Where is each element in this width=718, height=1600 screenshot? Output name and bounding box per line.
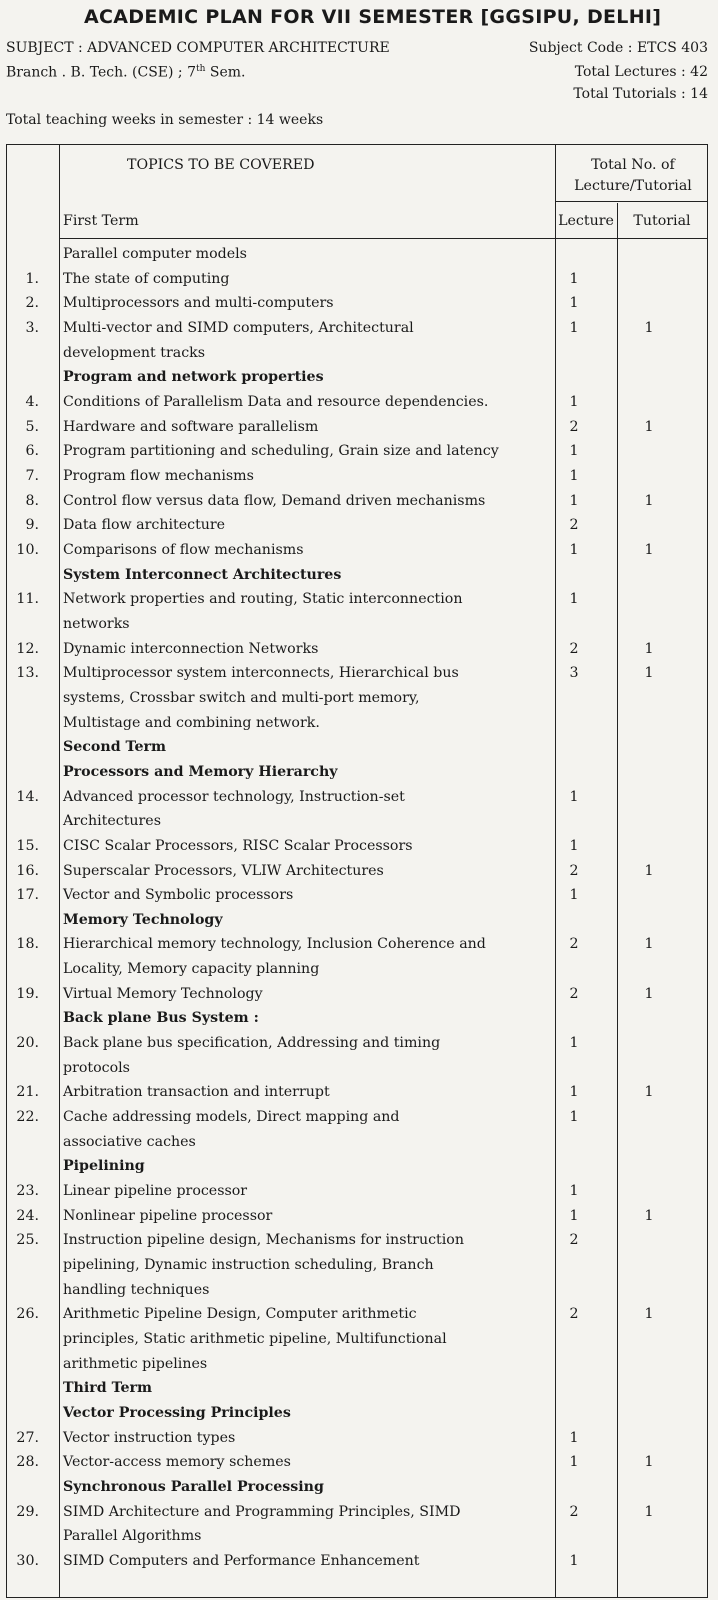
section-label: Parallel computer models xyxy=(63,246,247,262)
total-tutorials: Total Tutorials : 14 xyxy=(573,86,708,102)
topic-text: Vector-access memory schemes xyxy=(63,1454,291,1471)
row-number: 17. xyxy=(16,887,39,904)
col-divider-topic xyxy=(555,145,556,1597)
totals-header-line2: Lecture/Tutorial xyxy=(574,178,692,194)
tutorial-header: Tutorial xyxy=(633,213,691,229)
topic-text: Architectures xyxy=(63,813,161,830)
lecture-count: 1 xyxy=(569,1035,579,1052)
row-number: 25. xyxy=(16,1232,39,1249)
topic-text: arithmetic pipelines xyxy=(63,1355,208,1372)
row-number: 15. xyxy=(16,837,39,854)
row-number: 9. xyxy=(25,517,39,534)
topic-text: Virtual Memory Technology xyxy=(63,985,263,1002)
topic-text: Multi-vector and SIMD computers, Architectural xyxy=(63,319,414,336)
row-number: 10. xyxy=(16,541,39,558)
row-number: 2. xyxy=(25,295,39,312)
row-number: 23. xyxy=(16,1183,39,1200)
row-number: 20. xyxy=(16,1035,39,1052)
section-label: Synchronous Parallel Processing xyxy=(63,1479,324,1495)
tutorial-count: 1 xyxy=(644,319,654,336)
topic-text: Control flow versus data flow, Demand driven mechanisms xyxy=(63,492,486,509)
teaching-weeks: Total teaching weeks in semester : 14 weeks xyxy=(6,112,324,128)
row-number: 22. xyxy=(16,1109,39,1126)
lecture-count: 1 xyxy=(569,393,579,410)
row-number: 1. xyxy=(25,270,39,287)
topic-text: Multiprocessor system interconnects, Hierarchical bus xyxy=(63,665,459,682)
tutorial-count: 1 xyxy=(644,1454,654,1471)
tutorial-count: 1 xyxy=(644,418,654,435)
section-label: Pipelining xyxy=(63,1158,145,1175)
topic-text: Instruction pipeline design, Mechanisms for instruction xyxy=(63,1232,464,1249)
topic-text: Data flow architecture xyxy=(63,517,226,534)
branch-tail: Sem. xyxy=(205,64,246,81)
topic-text: Superscalar Processors, VLIW Architectures xyxy=(63,862,384,879)
topic-text: Vector and Symbolic processors xyxy=(63,887,294,904)
topic-text: Dynamic interconnection Networks xyxy=(63,640,319,657)
branch-line xyxy=(6,64,246,81)
col-divider-lecture xyxy=(617,203,618,1597)
tutorial-count: 1 xyxy=(644,640,654,657)
lecture-count: 1 xyxy=(569,1183,579,1200)
tutorial-count: 1 xyxy=(644,1503,654,1520)
row-number: 3. xyxy=(25,319,39,336)
lecture-count: 1 xyxy=(569,887,579,904)
topic-text: associative caches xyxy=(63,1133,196,1150)
row-number: 26. xyxy=(16,1306,39,1323)
lecture-count: 2 xyxy=(569,1232,579,1249)
topic-text: Parallel Algorithms xyxy=(63,1528,202,1545)
topic-text: Back plane bus specification, Addressing and timing xyxy=(63,1035,441,1052)
section-label: Third Term xyxy=(63,1380,153,1397)
lecture-count: 1 xyxy=(569,467,579,484)
lecture-count: 1 xyxy=(569,837,579,854)
row-number: 5. xyxy=(25,418,39,435)
lecture-count: 1 xyxy=(569,1207,579,1224)
topic-text: Locality, Memory capacity planning xyxy=(63,961,320,978)
topic-text: protocols xyxy=(63,1059,130,1076)
row-number: 27. xyxy=(16,1429,39,1446)
topic-text: Arithmetic Pipeline Design, Computer arithmetic xyxy=(63,1306,417,1323)
lecture-count: 1 xyxy=(569,1552,579,1569)
topic-text: Network properties and routing, Static interconnection xyxy=(63,591,463,608)
lecture-count: 3 xyxy=(569,665,579,682)
total-lectures: Total Lectures : 42 xyxy=(574,64,708,80)
lecture-count: 1 xyxy=(569,492,579,509)
section-label: Memory Technology xyxy=(63,911,223,928)
section-label: Back plane Bus System : xyxy=(63,1010,259,1027)
first-term-header: First Term xyxy=(63,213,139,229)
tutorial-count: 1 xyxy=(644,492,654,509)
lecture-count: 2 xyxy=(569,985,579,1002)
row-number: 6. xyxy=(25,443,39,460)
totals-header-line1: Total No. of xyxy=(591,157,675,173)
tutorial-count: 1 xyxy=(644,862,654,879)
header-rule-totals xyxy=(555,201,707,202)
lecture-count: 2 xyxy=(569,1306,579,1323)
tutorial-count: 1 xyxy=(644,985,654,1002)
topic-text: systems, Crossbar switch and multi-port memory, xyxy=(63,689,420,706)
topic-text: Arbitration transaction and interrupt xyxy=(63,1084,330,1101)
row-number: 11. xyxy=(16,591,39,608)
topic-text: Vector instruction types xyxy=(63,1429,236,1446)
lecture-count: 1 xyxy=(569,295,579,312)
topic-text: Advanced processor technology, Instruction-set xyxy=(63,788,405,805)
lecture-count: 1 xyxy=(569,1454,579,1471)
topic-text: Linear pipeline processor xyxy=(63,1183,248,1200)
section-label: System Interconnect Architectures xyxy=(63,566,342,583)
subject-line: SUBJECT : ADVANCED COMPUTER ARCHITECTURE xyxy=(6,40,390,56)
lecture-count: 2 xyxy=(569,936,579,953)
row-number: 28. xyxy=(16,1454,39,1471)
row-number: 14. xyxy=(16,788,39,805)
lecture-count: 1 xyxy=(569,443,579,460)
lecture-count: 1 xyxy=(569,1084,579,1101)
row-number: 21. xyxy=(16,1084,39,1101)
lecture-count: 1 xyxy=(569,1109,579,1126)
subject-code: Subject Code : ETCS 403 xyxy=(528,40,708,56)
lecture-count: 2 xyxy=(569,640,579,657)
topic-text: Program flow mechanisms xyxy=(63,467,254,484)
row-number: 13. xyxy=(16,665,39,682)
lecture-count: 2 xyxy=(569,1503,579,1520)
topic-text: Nonlinear pipeline processor xyxy=(63,1207,273,1224)
section-label: Program and network properties xyxy=(63,369,324,386)
lecture-count: 1 xyxy=(569,319,579,336)
row-number: 8. xyxy=(25,492,39,509)
row-number: 16. xyxy=(16,862,39,879)
tutorial-count: 1 xyxy=(644,1084,654,1101)
row-number: 29. xyxy=(16,1503,39,1520)
topic-text: handling techniques xyxy=(63,1281,210,1298)
row-number: 7. xyxy=(25,467,39,484)
tutorial-count: 1 xyxy=(644,541,654,558)
topic-text: Multistage and combining network. xyxy=(63,714,320,731)
lecture-count: 1 xyxy=(569,541,579,558)
topic-text: Cache addressing models, Direct mapping and xyxy=(63,1109,400,1126)
topic-text: development tracks xyxy=(63,344,206,361)
tutorial-count: 1 xyxy=(644,665,654,682)
topic-text: SIMD Architecture and Programming Principles, SIMD xyxy=(63,1503,461,1520)
lecture-count: 1 xyxy=(569,270,579,287)
topics-header: TOPICS TO BE COVERED xyxy=(127,157,315,173)
branch-sup: th xyxy=(196,64,206,74)
topic-text: Program partitioning and scheduling, Grain size and latency xyxy=(63,443,499,460)
topic-text: principles, Static arithmetic pipeline, Multifunctional xyxy=(63,1331,447,1348)
tutorial-count: 1 xyxy=(644,1306,654,1323)
row-number: 18. xyxy=(16,936,39,953)
row-number: 19. xyxy=(16,985,39,1002)
topic-text: Conditions of Parallelism Data and resource dependencies. xyxy=(63,393,489,410)
document-title: ACADEMIC PLAN FOR VII SEMESTER [GGSIPU, DELHI] xyxy=(84,6,662,28)
lecture-header: Lecture xyxy=(558,213,614,229)
topic-text: Hardware and software parallelism xyxy=(63,418,319,435)
topic-text: SIMD Computers and Performance Enhancement xyxy=(63,1552,420,1569)
section-label: Vector Processing Principles xyxy=(63,1405,291,1422)
header-rule-main xyxy=(59,238,707,239)
lecture-count: 1 xyxy=(569,1429,579,1446)
section-label: Second Term xyxy=(63,739,166,756)
row-number: 24. xyxy=(16,1207,39,1224)
lecture-count: 2 xyxy=(569,517,579,534)
tutorial-count: 1 xyxy=(644,1207,654,1224)
branch-text: Branch . B. Tech. (CSE) ; 7 xyxy=(6,64,197,81)
lecture-count: 2 xyxy=(569,862,579,879)
topic-text: Multiprocessors and multi-computers xyxy=(63,295,334,312)
syllabus-table xyxy=(6,144,708,1598)
lecture-count: 1 xyxy=(569,591,579,608)
row-number: 30. xyxy=(16,1552,39,1569)
lecture-count: 2 xyxy=(569,418,579,435)
tutorial-count: 1 xyxy=(644,936,654,953)
topic-text: The state of computing xyxy=(63,270,230,287)
lecture-count: 1 xyxy=(569,788,579,805)
topic-text: CISC Scalar Processors, RISC Scalar Processors xyxy=(63,837,413,854)
col-divider-number xyxy=(59,145,60,1597)
topic-text: Hierarchical memory technology, Inclusion Coherence and xyxy=(63,936,486,953)
topic-text: networks xyxy=(63,615,130,632)
row-number: 4. xyxy=(25,393,39,410)
topic-text: pipelining, Dynamic instruction scheduling, Branch xyxy=(63,1257,434,1274)
topic-text: Comparisons of flow mechanisms xyxy=(63,541,304,558)
row-number: 12. xyxy=(16,640,39,657)
section-label: Processors and Memory Hierarchy xyxy=(63,763,338,780)
